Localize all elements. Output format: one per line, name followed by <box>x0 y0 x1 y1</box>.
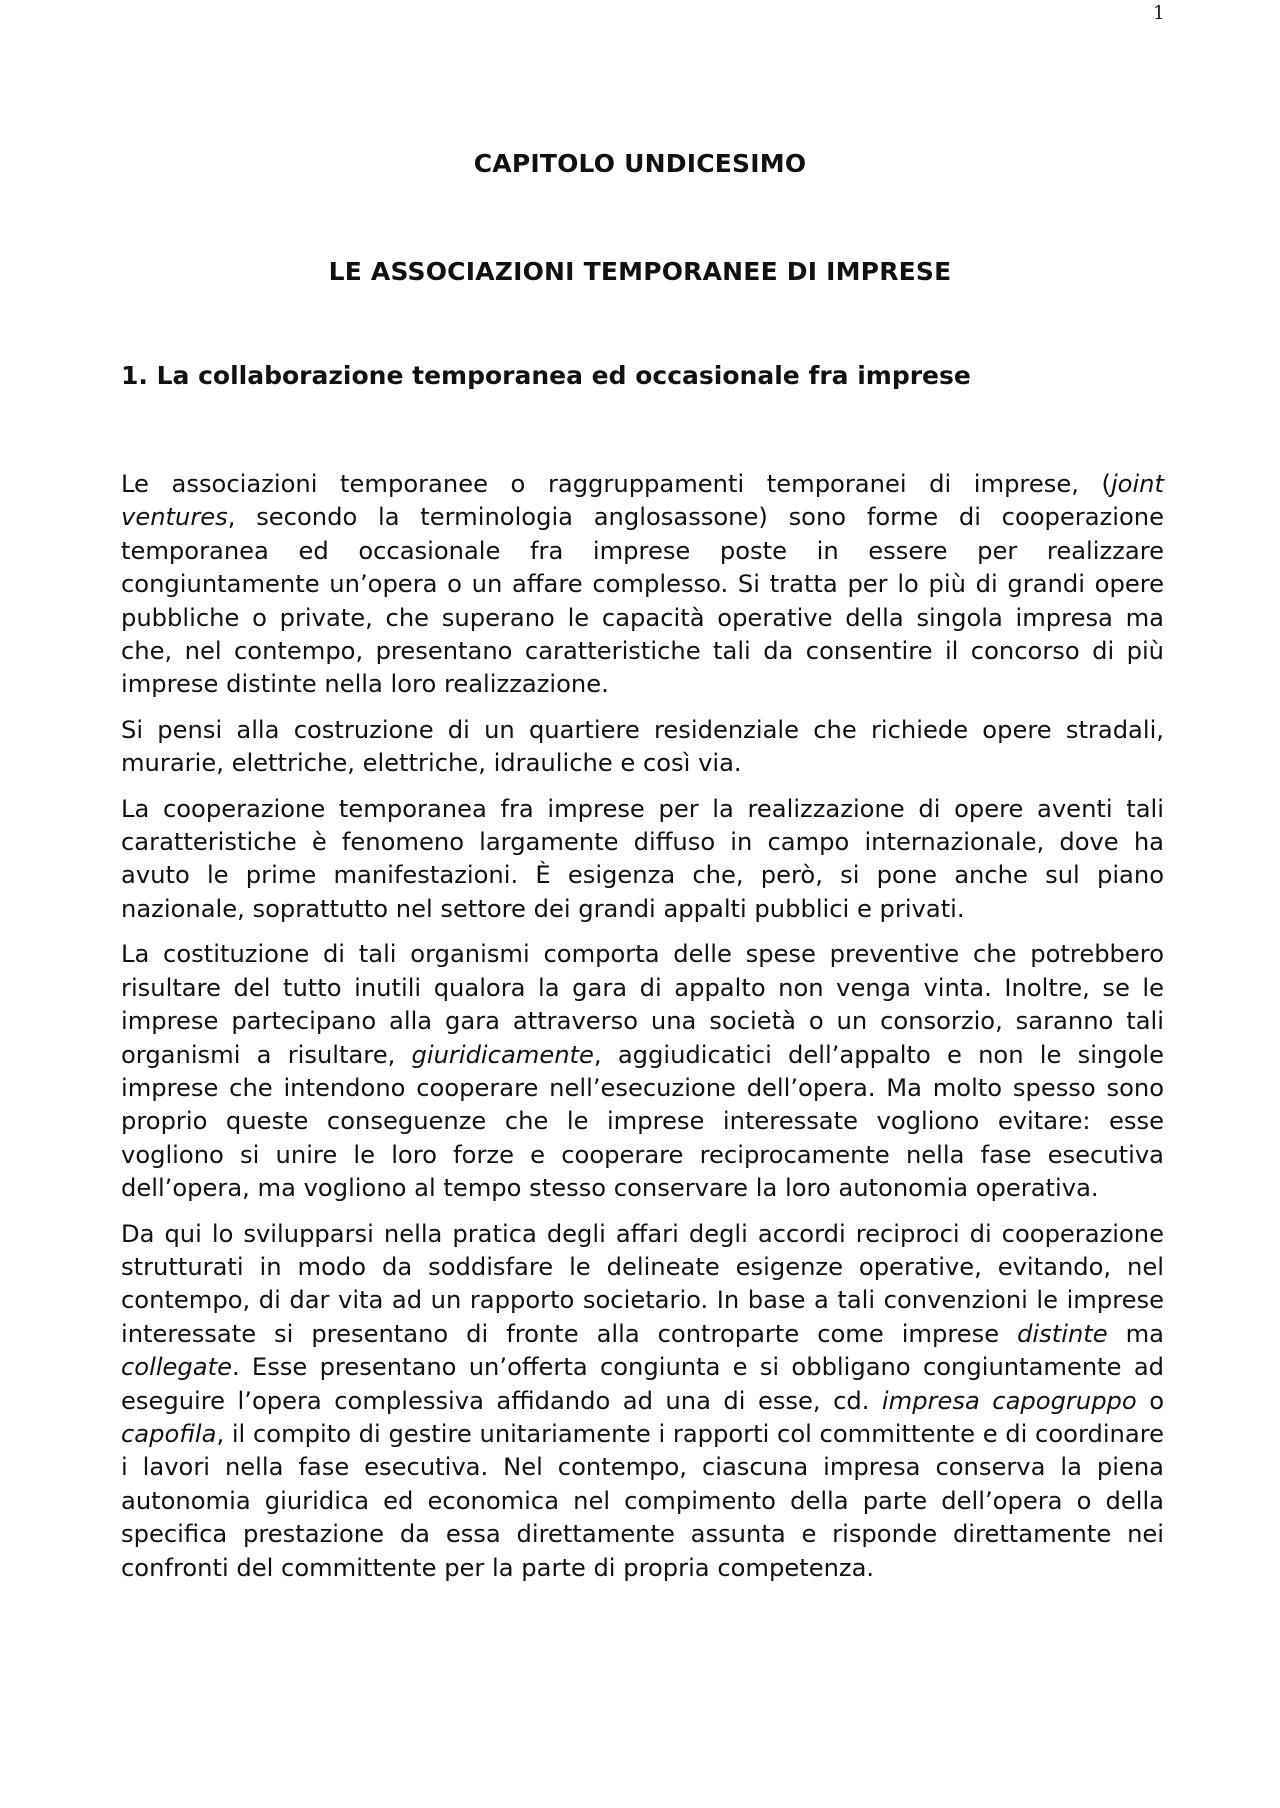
paragraph-text: Si pensi alla costruzione di un quartiere residenziale che richiede opere stradali, murarie, elettriche, elettriche, idrauliche e così via. <box>121 715 1164 778</box>
paragraph <box>121 1218 1164 1585</box>
paragraph-text: , il compito di gestire unitariamente i rapporti col committente e di coordinare i lavori nella fase esecutiva. Nel contempo, ciascuna impresa conserva la piena autonomia giuridica ed economica nel compimento della parte dell’opera o della specifica prestazione da essa direttamente assunta e risponde direttamente nei confronti del committente per la parte di propria competenza. <box>121 1419 1164 1582</box>
italic-text: distinte <box>1017 1319 1108 1348</box>
italic-text: joint ventures <box>121 470 1164 532</box>
paragraph-text: , secondo la terminologia anglosassone) sono forme di cooperazione temporanea ed occasionale fra imprese poste in essere per realizzare congiuntamente un’opera o un affare complesso. Si tratta per lo più di grandi opere pubbliche o private, che superano le capacità operative della singola impresa ma che, nel contempo, presentano caratteristiche tali da consentire il concorso di più imprese distinte nella loro realizzazione. <box>121 503 1164 699</box>
chapter-title: CAPITOLO UNDICESIMO <box>473 149 807 178</box>
paragraph-text: Da qui lo svilupparsi nella pratica degli affari degli accordi reciproci di cooperazione strutturati in modo da soddisfare le delineate esigenze operative, evitando, nel contempo, di dar vita ad un rapporto societario. In base a tali convenzioni le imprese interessate si presentano di fronte alla controparte come imprese <box>121 1219 1164 1348</box>
paragraph-text: . Esse presentano un’offerta congiunta e si obbligano congiuntamente ad eseguire l’opera complessiva affidando ad una di esse, cd. <box>121 1353 1164 1415</box>
italic-text: impresa capogruppo <box>881 1386 1137 1415</box>
paragraph <box>121 793 1164 927</box>
italic-text: collegate <box>121 1353 232 1382</box>
paragraph-text: o <box>1136 1386 1164 1415</box>
paragraph-text: La cooperazione temporanea fra imprese per la realizzazione di opere aventi tali caratteristiche è fenomeno largamente diffuso in campo internazionale, dove ha avuto le prime manifestazioni. È esigenza che, però, si pone anche sul piano nazionale, soprattutto nel settore dei grandi appalti pubblici e privati. <box>121 794 1164 923</box>
paragraph <box>121 938 1164 1205</box>
paragraph-text: Le associazioni temporanee o raggruppamenti temporanei di imprese, ( <box>121 470 1111 498</box>
page-number: 1 <box>1152 2 1165 24</box>
paragraph-text: , aggiudicatici dell’appalto e non le singole imprese che intendono cooperare nell’esecuzione dell’opera. Ma molto spesso sono proprio queste conseguenze che le imprese interessate vogliono evitare: esse vogliono si unire le loro forze e cooperare reciprocamente nella fase esecutiva dell’opera, ma vogliono al tempo stesso conservare la loro autonomia operativa. <box>121 1040 1164 1203</box>
paragraph-text: La costituzione di tali organismi comporta delle spese preventive che potrebbero risultare del tutto inutili qualora la gara di appalto non venga vinta. Inoltre, se le imprese partecipano alla gara attraverso una società o un consorzio, saranno tali organismi a risultare, <box>121 940 1164 1069</box>
paragraph <box>121 714 1164 781</box>
italic-text: giuridicamente <box>411 1040 594 1069</box>
subsection-heading: 1. La collaborazione temporanea ed occasionale fra imprese <box>121 361 971 390</box>
paragraph-text: ma <box>1107 1319 1164 1348</box>
paragraph <box>121 468 1164 702</box>
section-title: LE ASSOCIAZIONI TEMPORANEE DI IMPRESE <box>328 257 952 286</box>
italic-text: capofila <box>121 1419 217 1448</box>
body-text <box>121 468 1164 1597</box>
